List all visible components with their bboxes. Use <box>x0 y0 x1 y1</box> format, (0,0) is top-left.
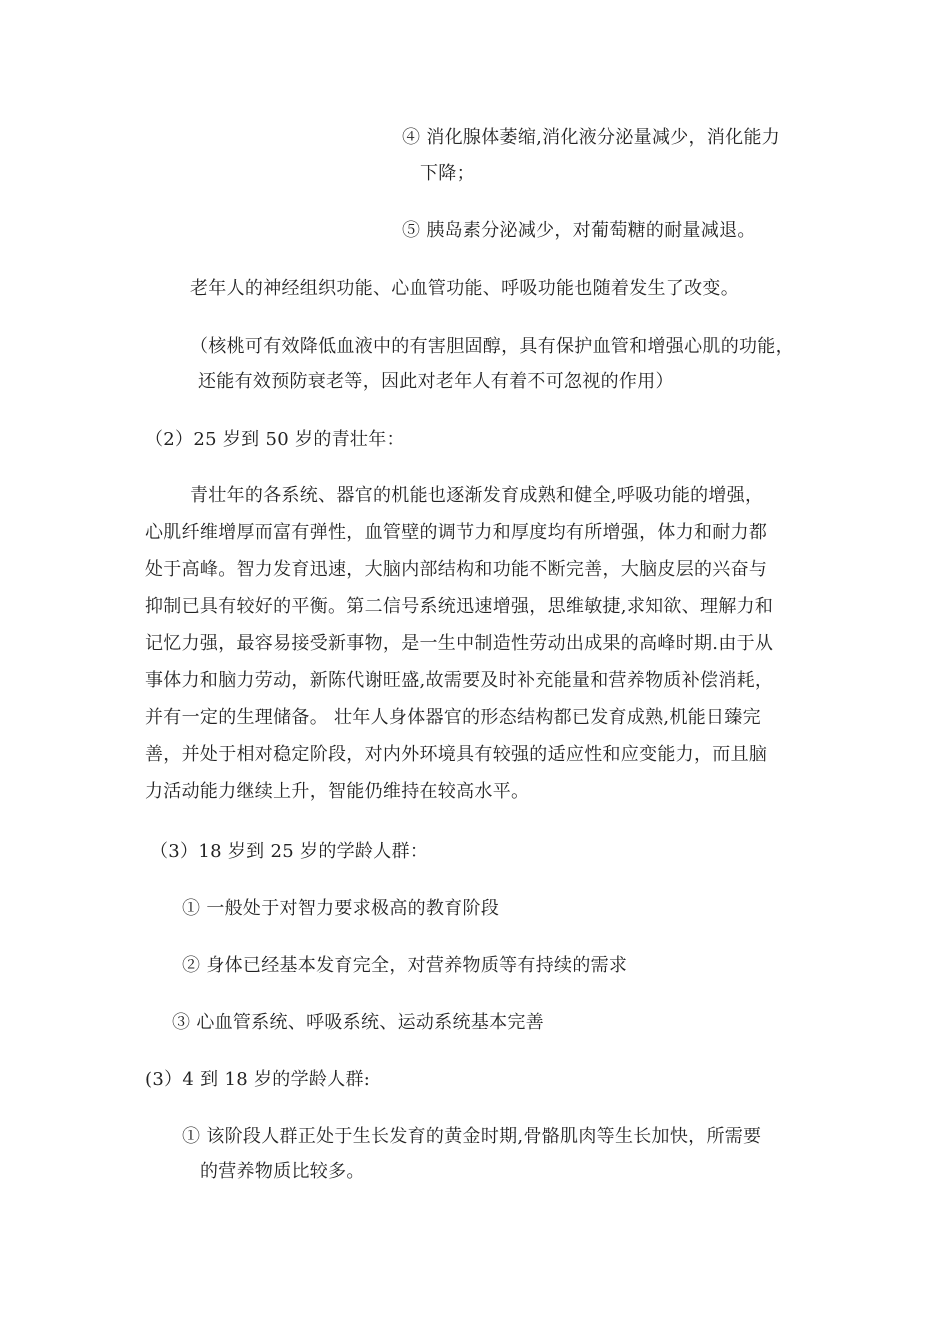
paragraph-line: 并有一定的生理储备。 壮年人身体器官的形态结构都已发育成熟,机能日臻完 <box>145 707 761 728</box>
heading-4-18: (3）4 到 18 岁的学龄人群: <box>145 1069 371 1090</box>
heading-25-50: （2）25 岁到 50 岁的青壮年： <box>145 429 405 450</box>
elderly-summary: 老年人的神经组织功能、心血管功能、呼吸功能也随着发生了改变。 <box>190 278 739 299</box>
list-item-18-25-2: ② 身体已经基本发育完全，对营养物质等有持续的需求 <box>182 955 628 976</box>
paragraph-line: 事体力和脑力劳动，新陈代谢旺盛,故需要及时补充能量和营养物质补偿消耗， <box>145 670 774 691</box>
paragraph-line: 青壮年的各系统、器官的机能也逐渐发育成熟和健全,呼吸功能的增强， <box>190 485 764 506</box>
item-4-line1: ④ 消化腺体萎缩,消化液分泌量减少，消化能力 <box>402 127 781 148</box>
list-item-4-18-1-line1: ① 该阶段人群正处于生长发育的黄金时期,骨骼肌肉等生长加快，所需要 <box>182 1126 762 1147</box>
paragraph-line: 处于高峰。智力发育迅速，大脑内部结构和功能不断完善，大脑皮层的兴奋与 <box>145 559 768 580</box>
walnut-note-line1: （核桃可有效降低血液中的有害胆固醇，具有保护血管和增强心肌的功能， <box>190 336 794 357</box>
heading-18-25: （3）18 岁到 25 岁的学龄人群： <box>150 841 429 862</box>
item-5: ⑤ 胰岛素分泌减少，对葡萄糖的耐量减退。 <box>402 220 756 241</box>
paragraph-line: 善，并处于相对稳定阶段，对内外环境具有较强的适应性和应变能力，而且脑 <box>145 744 768 765</box>
paragraph-line: 心肌纤维增厚而富有弹性，血管壁的调节力和厚度均有所增强，体力和耐力都 <box>145 522 768 543</box>
list-item-18-25-1: ① 一般处于对智力要求极高的教育阶段 <box>182 898 500 919</box>
item-4-line2: 下降； <box>420 163 475 184</box>
list-item-4-18-1-line2: 的营养物质比较多。 <box>200 1161 365 1182</box>
paragraph-line: 抑制已具有较好的平衡。第二信号系统迅速增强，思维敏捷,求知欲、理解力和 <box>145 596 774 617</box>
list-item-18-25-3: ③ 心血管系统、呼吸系统、运动系统基本完善 <box>172 1012 545 1033</box>
walnut-note-line2: 还能有效预防衰老等，因此对老年人有着不可忽视的作用） <box>198 371 674 392</box>
paragraph-line: 力活动能力继续上升，智能仍维持在较高水平。 <box>145 781 530 802</box>
paragraph-line: 记忆力强，最容易接受新事物，是一生中制造性劳动出成果的高峰时期.由于从 <box>145 633 774 654</box>
